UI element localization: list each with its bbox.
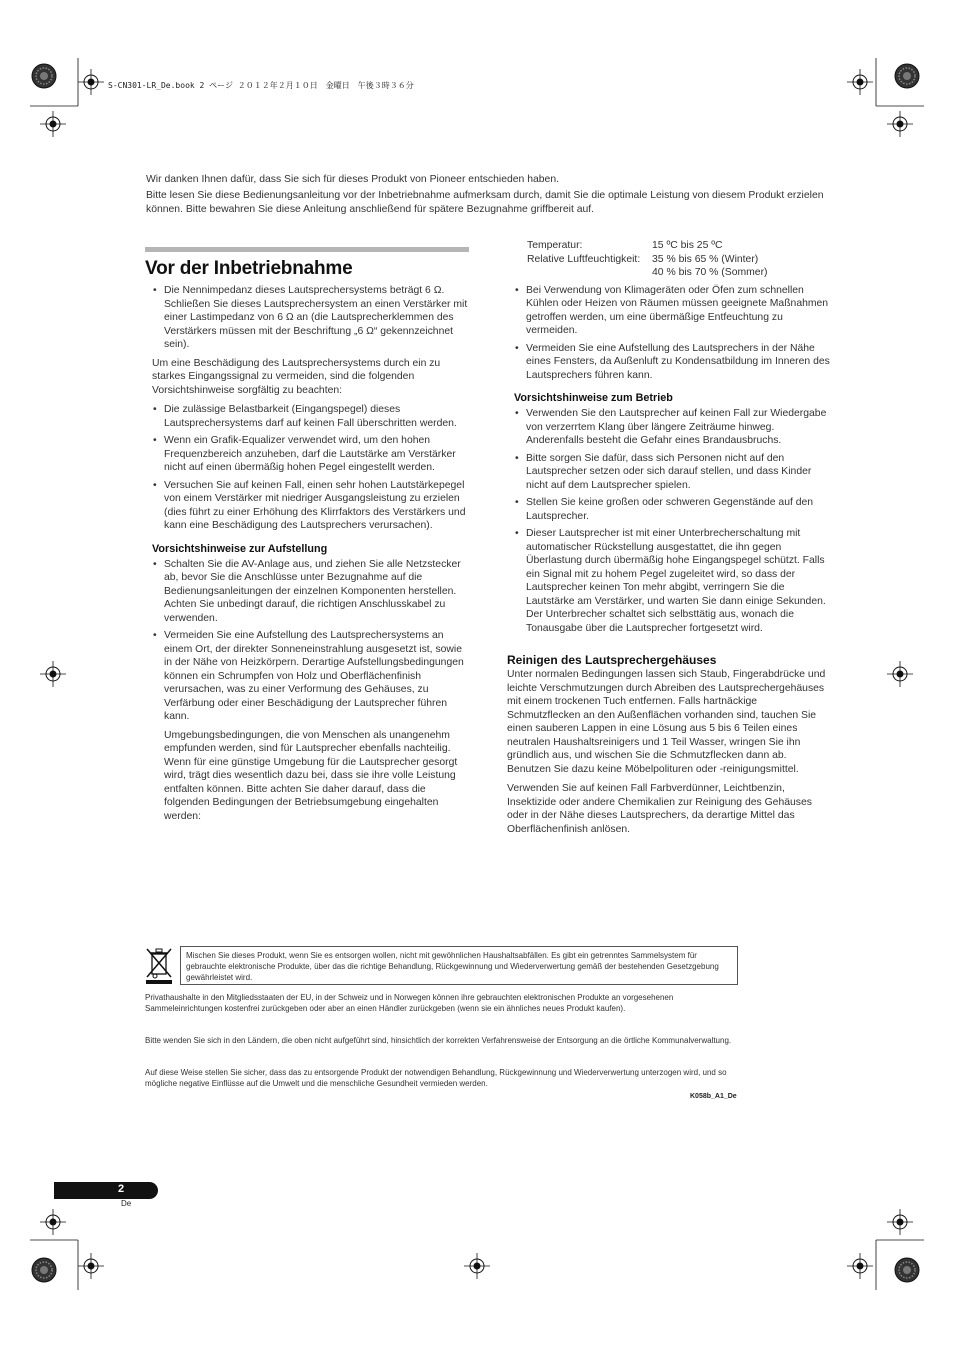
condition-label: Temperatur:: [527, 240, 583, 251]
list-item: • Die Nennimpedanz dieses Lautsprechersystems beträgt 6 Ω. Schließen Sie dieses Lautsprechersystem an einen Verstärker mit einer Lastimpedanz von 6 Ω an (die Lautsprecherklemmen des Verstärkers müssen mit der Beschriftung „6 Ω“ gekennzeichnet sein).: [145, 284, 470, 352]
page-number: 2: [118, 1183, 125, 1195]
condition-label: [527, 266, 652, 280]
list-item: • Wenn ein Grafik-Equalizer verwendet wird, um den hohen Frequenzbereich anzuheben, darf die Lautstärke am Verstärker nicht auf einen übermäßig hohen Pegel eingestellt werden.: [145, 434, 470, 475]
disposal-paragraph-3: Auf diese Weise stellen Sie sicher, dass das zu entsorgende Produkt der notwendigen Behandlung, Rückgewinnung und Wiederverwertung unterzogen wird, und so mögliche negative Einflüsse auf die Umwelt und die menschliche Gesundheit vermieden werden.: [145, 1068, 727, 1088]
cleaning-paragraph-1: Unter normalen Bedingungen lassen sich Staub, Fingerabdrücke und leichte Verschmutzungen durch Abreiben des Lautsprechergehäuses mit einem trockenen Tuch entfernen. Falls hartnäckige Schmutzflecken an den Außenflächen vorhanden sind, tauchen Sie einen sauberen Lappen in eine Lösung aus 5 bis 6 Teilen eines neutralen Haushaltsreinigers und 1 Teil Wasser, wringen Sie ihn gründlich aus, und wischen Sie die Schmutzflecken dann ab. Benutzen Sie dazu keine Möbelpolituren oder -reinigungsmittel.: [507, 669, 826, 775]
intro-thanks: Wir danken Ihnen dafür, dass Sie sich für dieses Produkt von Pioneer entschieden haben.: [146, 174, 559, 185]
disposal-notice-box: Mischen Sie dieses Produkt, wenn Sie es entsorgen wollen, nicht mit gewöhnlichen Haushaltsabfällen. Es gibt ein getrenntes Sammelsystem für gebrauchte elektronische Produkte, über das die richtige Behandlung, Rückgewinnung und Wiederverwertung gemäß der bestehenden Gesetzgebung gewährleistet wird.: [180, 946, 738, 985]
list-item: • Die zulässige Belastbarkeit (Eingangspegel) dieses Lautsprechersystems darf auf keinen Fall überschritten werden.: [145, 403, 470, 430]
disposal-paragraph-2: Bitte wenden Sie sich in den Ländern, die oben nicht aufgeführt sind, hinsichtlich der korrekten Verfahrensweise der Entsorgung an die örtliche Kommunalverwaltung.: [145, 1036, 732, 1045]
condition-value: 15 ºC bis 25 ºC: [652, 240, 723, 251]
list-item: • Versuchen Sie auf keinen Fall, einen sehr hohen Lautstärkepegel von einem Verstärker mit niedriger Ausgangsleistung zu erzielen (dies führt zu einer Erhöhung des Klirrfaktors des Verstärkers und kann eine Beschädigung des Lautsprechers verursachen).: [145, 479, 470, 533]
list-item: • Bei Verwendung von Klimageräten oder Öfen zum schnellen Kühlen oder Heizen von Räumen müssen geeignete Maßnahmen getroffen werden, um eine übermäßige Entfeuchtung zu vermeiden.: [507, 284, 833, 338]
operation-precautions-list: [507, 407, 833, 635]
list-item: • Stellen Sie keine großen oder schweren Gegenstände auf den Lautsprecher.: [507, 496, 833, 523]
setup-heading: Vorsichtshinweise zur Aufstellung: [152, 542, 328, 555]
document-code: K058b_A1_De: [690, 1093, 737, 1100]
cleaning-paragraph-2: Verwenden Sie auf keinen Fall Farbverdünner, Leichtbenzin, Insektizide oder andere Chemikalien zur Reinigung des Gehäuses oder in der Nähe dieses Lautsprechers, da derartige Mittel das Oberflächenfinish anlösen.: [507, 783, 812, 835]
damage-paragraph: Um eine Beschädigung des Lautsprechersystems durch ein zu starkes Eingangssignal zu vermeiden, sind die folgenden Vorsichtshinweise sorgfältig zu beachten:: [152, 357, 441, 396]
list-item: • Vermeiden Sie eine Aufstellung des Lautsprechersystems an einem Ort, der direkter Sonneneinstrahlung ausgesetzt ist, sowie in der Nähe von Heizkörpern. Derartige Aufstellungsbedingungen können ein Schrumpfen von Holz und Oberflächenfinish verursachen, was zu einer Verformung des Gehäuses, zu Verfärbung oder einer Beschädigung der Lautsprecher führen kann.: [145, 629, 470, 724]
section-title: Vor der Inbetriebnahme: [145, 258, 353, 279]
print-header-line: S-CN301-LR_De.book 2 ページ ２０１２年２月１０日 金曜日 午後３時３６分: [108, 81, 414, 90]
disposal-paragraph-1: Privathaushalte in den Mitgliedsstaaten der EU, in der Schweiz und in Norwegen können ihre gebrauchten elektronischen Produkte an vorgesehenen Sammeleinrichtungen kostenfrei zurückgeben oder aber an einen Händler zurückgeben (wenn sie ein ähnliches neues Produkt kaufen).: [145, 993, 674, 1013]
page-number-tab: [54, 1182, 158, 1199]
impedance-list: [145, 284, 470, 352]
list-item: • Schalten Sie die AV-Anlage aus, und ziehen Sie alle Netzstecker ab, bevor Sie die Anschlüsse unter Bezugnahme auf die Bedienungsanleitungen der einzelnen Komponenten herstellen. Achten Sie unbedingt darauf, die richtigen Anschlusskabel zu verwenden.: [145, 558, 470, 626]
input-precautions-list: [145, 403, 470, 533]
crossed-out-bin-icon: [144, 945, 174, 985]
condition-value: 40 % bis 70 % (Sommer): [652, 267, 768, 278]
environment-paragraph: Umgebungsbedingungen, die von Menschen als unangenehm empfunden werden, sind für Lautsprecher ebenfalls nachteilig. Wenn für eine günstige Umgebung für die Lautsprecher gesorgt wird, trägt dies wesentlich dazu bei, dass sie ihre volle Leistung entfalten können. Bitte achten Sie daher darauf, dass die folgenden Bedingungen der Betriebsumgebung eingehalten werden:: [164, 729, 458, 822]
intro-read: Bitte lesen Sie diese Bedienungsanleitung vor der Inbetriebnahme aufmerksam durch, damit Sie die optimale Leistung von diesem Produkt erzielen können. Bitte bewahren Sie diese Anleitung anschließend für spätere Bezugnahme griffbereit auf.: [146, 190, 824, 215]
title-bar: [145, 247, 469, 252]
condition-row: [527, 239, 833, 253]
list-item: • Dieser Lautsprecher ist mit einer Unterbrecherschaltung mit automatischer Rückstellung ausgestattet, die ihn gegen Überlastung durch übermäßig hohe Eingangspegel schützt. Falls ein Signal mit zu hohem Pegel zugeleitet wird, so dass der Lautsprecher keinen Ton mehr abgibt, verringern Sie die Lautstärke am Verstärker, und warten Sie dann einige Sekunden. Der Unterbrecher schaltet sich selbsttätig aus, wonach die Tonausgabe über die Lautsprecher fortgesetzt wird.: [507, 527, 833, 635]
environment-conditions: [527, 239, 833, 280]
condition-row: [527, 253, 833, 267]
list-item: • Verwenden Sie den Lautsprecher auf keinen Fall zur Wiedergabe von verzerrtem Klang über längere Zeiträume hinweg. Anderenfalls besteht die Gefahr eines Brandausbruchs.: [507, 407, 833, 448]
cleaning-heading: Reinigen des Lautsprechergehäuses: [507, 653, 717, 667]
condition-value: 35 % bis 65 % (Winter): [652, 253, 759, 265]
environment-list: [507, 284, 833, 383]
operation-heading: Vorsichtshinweise zum Betrieb: [514, 392, 673, 404]
setup-precautions-list: [145, 558, 470, 724]
right-column: [507, 239, 833, 842]
left-column: [145, 247, 470, 829]
page-language: De: [121, 1199, 132, 1208]
list-item: • Vermeiden Sie eine Aufstellung des Lautsprechers in der Nähe eines Fensters, da Außenluft zu Kondensatbildung im Inneren des Lautsprechers führen kann.: [507, 342, 833, 383]
condition-label: Relative Luftfeuchtigkeit:: [527, 253, 641, 265]
condition-row: [527, 266, 833, 280]
list-item: • Bitte sorgen Sie dafür, dass sich Personen nicht auf den Lautsprecher setzen oder sich darauf stellen, und dass Kinder nicht auf dem Lautsprecher spielen.: [507, 452, 833, 493]
